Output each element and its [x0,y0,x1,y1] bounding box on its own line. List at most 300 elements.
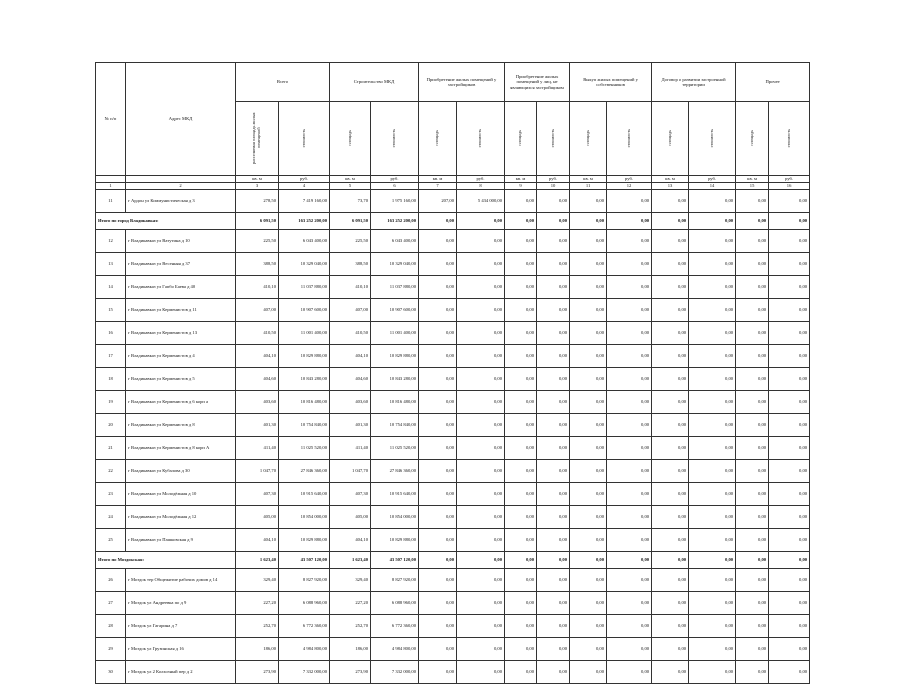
value-cell: 0,00 [689,414,736,437]
table-row [96,414,810,437]
value-cell: 388,50 [236,253,279,276]
unit-cost: руб. [371,176,419,183]
table-row [96,460,810,483]
value-cell: 0,00 [570,615,607,638]
value-cell: 0,00 [570,190,607,213]
value-cell: 0,00 [736,391,769,414]
address-cell: г Владикавказ ул Молодёжная д 10 [126,483,236,506]
value-cell: 0,00 [537,638,570,661]
value-cell: 0,00 [607,391,652,414]
value-cell: 0,00 [769,615,810,638]
value-cell: 0,00 [736,552,769,569]
table-row [96,592,810,615]
row-number: 27 [96,592,126,615]
value-cell: 0,00 [537,460,570,483]
value-cell: 0,00 [419,552,457,569]
table-row [96,253,810,276]
value-cell: 0,00 [689,253,736,276]
value-cell: 43 507 120,00 [279,552,330,569]
value-cell: 0,00 [419,414,457,437]
value-cell: 0,00 [769,253,810,276]
value-cell: 1 623,40 [330,552,371,569]
value-cell: 0,00 [570,506,607,529]
value-cell: 10 816 480,00 [371,391,419,414]
value-cell: 0,00 [689,322,736,345]
value-cell: 0,00 [457,322,505,345]
value-cell: 0,00 [652,230,689,253]
value-cell: 11 025 520,00 [371,437,419,460]
document-sheet [95,62,809,684]
header-address: Адрес МКД [126,63,236,176]
header-area: площадь [570,102,607,176]
value-cell: 273,90 [330,661,371,684]
value-cell: 0,00 [652,213,689,230]
value-cell: 404,10 [330,345,371,368]
unit-area: кв. м [505,176,537,183]
value-cell: 1 047,70 [330,460,371,483]
value-cell: 0,00 [537,569,570,592]
value-cell: 0,00 [652,661,689,684]
value-cell: 0,00 [607,638,652,661]
value-cell: 0,00 [607,414,652,437]
value-cell: 10 329 040,00 [371,253,419,276]
value-cell: 0,00 [419,299,457,322]
address-cell: г Владикавказ ул Керменистов д 4 [126,345,236,368]
unit-area: кв. м [652,176,689,183]
value-cell: 0,00 [419,368,457,391]
table-row [96,615,810,638]
value-cell: 401,30 [330,414,371,437]
value-cell: 0,00 [769,391,810,414]
value-cell: 0,00 [736,638,769,661]
row-number: 28 [96,615,126,638]
value-cell: 0,00 [689,460,736,483]
table-row [96,299,810,322]
header-cost: стоимость [537,102,570,176]
value-cell: 0,00 [652,615,689,638]
value-cell: 0,00 [537,483,570,506]
value-cell: 27 846 360,00 [279,460,330,483]
value-cell: 0,00 [769,506,810,529]
value-cell: 405,00 [236,506,279,529]
value-cell: 329,40 [330,569,371,592]
value-cell: 0,00 [689,299,736,322]
resettlement-table [95,62,810,684]
value-cell: 410,10 [236,276,279,299]
value-cell: 404,60 [330,368,371,391]
value-cell: 0,00 [570,322,607,345]
column-number: 5 [330,183,371,190]
value-cell: 0,00 [419,322,457,345]
value-cell: 0,00 [505,414,537,437]
value-cell: 0,00 [689,615,736,638]
value-cell: 0,00 [607,529,652,552]
value-cell: 0,00 [689,230,736,253]
value-cell: 0,00 [689,391,736,414]
table-row [96,437,810,460]
value-cell: 0,00 [652,253,689,276]
value-cell: 6 091,50 [236,213,279,230]
column-number: 11 [570,183,607,190]
value-cell: 0,00 [652,368,689,391]
header-purchase-developers: Приобретение жилых помещений у застройщиков [419,63,505,102]
value-cell: 0,00 [457,368,505,391]
value-cell: 73,70 [330,190,371,213]
value-cell: 0,00 [457,552,505,569]
row-number: 16 [96,322,126,345]
value-cell: 0,00 [505,368,537,391]
value-cell: 0,00 [689,437,736,460]
value-cell: 1 047,70 [236,460,279,483]
address-cell: г Владикавказ ул Ватутина д 10 [126,230,236,253]
value-cell: 0,00 [419,437,457,460]
value-cell: 0,00 [570,569,607,592]
value-cell: 0,00 [607,322,652,345]
value-cell: 0,00 [769,368,810,391]
header-cost: стоимость [689,102,736,176]
value-cell: 0,00 [537,322,570,345]
value-cell: 0,00 [689,345,736,368]
value-cell: 0,00 [570,391,607,414]
value-cell: 0,00 [769,414,810,437]
value-cell: 1 623,40 [236,552,279,569]
unit-cost: руб. [537,176,570,183]
value-cell: 404,10 [330,529,371,552]
value-cell: 0,00 [457,213,505,230]
value-cell: 10 915 640,00 [371,483,419,506]
row-number: 25 [96,529,126,552]
value-cell: 0,00 [537,345,570,368]
header-area: площадь [330,102,371,176]
value-cell: 4 984 800,00 [371,638,419,661]
value-cell: 11 025 520,00 [279,437,330,460]
value-cell: 0,00 [505,552,537,569]
unit-cost: руб. [689,176,736,183]
value-cell: 403,60 [330,391,371,414]
value-cell: 0,00 [652,190,689,213]
table-row [96,661,810,684]
table-row [96,230,810,253]
value-cell: 6 091,50 [330,213,371,230]
table-row [96,345,810,368]
value-cell: 7 332 000,00 [279,661,330,684]
value-cell: 0,00 [537,437,570,460]
value-cell: 0,00 [457,569,505,592]
value-cell: 0,00 [505,483,537,506]
value-cell: 0,00 [769,276,810,299]
value-cell: 0,00 [457,661,505,684]
value-cell: 0,00 [570,437,607,460]
value-cell: 0,00 [457,615,505,638]
value-cell: 0,00 [736,506,769,529]
unit-area: кв. м [419,176,457,183]
row-number: 15 [96,299,126,322]
value-cell: 1 975 160,00 [371,190,419,213]
table-row [96,483,810,506]
value-cell: 0,00 [607,190,652,213]
value-cell: 0,00 [652,345,689,368]
value-cell: 0,00 [769,529,810,552]
value-cell: 0,00 [457,345,505,368]
value-cell: 0,00 [457,460,505,483]
table-row [96,529,810,552]
value-cell: 0,00 [537,253,570,276]
column-number: 2 [126,183,236,190]
header-buyout-owners: Выкуп жилых помещений у собственников [570,63,652,102]
value-cell: 0,00 [689,368,736,391]
value-cell: 0,00 [537,276,570,299]
row-number: 29 [96,638,126,661]
value-cell: 0,00 [689,213,736,230]
value-cell: 0,00 [570,253,607,276]
table-row [96,638,810,661]
value-cell: 0,00 [769,345,810,368]
value-cell: 404,10 [236,529,279,552]
value-cell: 8 827 920,00 [371,569,419,592]
table-row [96,506,810,529]
value-cell: 0,00 [769,483,810,506]
value-cell: 0,00 [505,506,537,529]
value-cell: 0,00 [607,552,652,569]
value-cell: 0,00 [607,437,652,460]
value-cell: 0,00 [419,345,457,368]
value-cell: 0,00 [607,506,652,529]
value-cell: 0,00 [607,253,652,276]
row-number: 21 [96,437,126,460]
value-cell: 225,50 [236,230,279,253]
value-cell: 0,00 [570,661,607,684]
value-cell: 404,10 [236,345,279,368]
row-number: 13 [96,253,126,276]
value-cell: 11 037 880,00 [279,276,330,299]
value-cell: 0,00 [736,322,769,345]
value-cell: 401,30 [236,414,279,437]
value-cell: 0,00 [736,213,769,230]
value-cell: 0,00 [419,230,457,253]
value-cell: 0,00 [607,368,652,391]
value-cell: 0,00 [537,391,570,414]
value-cell: 0,00 [607,592,652,615]
value-cell: 10 754 840,00 [279,414,330,437]
value-cell: 0,00 [537,368,570,391]
value-cell: 0,00 [736,460,769,483]
address-cell: г Владикавказ ул Гапбо Баева д 40 [126,276,236,299]
value-cell: 0,00 [505,569,537,592]
value-cell: 43 507 120,00 [371,552,419,569]
subtotal-row [96,213,810,230]
table-row [96,368,810,391]
value-cell: 0,00 [505,253,537,276]
value-cell: 10 907 600,00 [279,299,330,322]
unit-area: кв. м [736,176,769,183]
value-cell: 0,00 [505,661,537,684]
value-cell: 0,00 [652,483,689,506]
value-cell: 0,00 [505,213,537,230]
value-cell: 6 772 360,00 [371,615,419,638]
value-cell: 0,00 [457,391,505,414]
value-cell: 252,70 [236,615,279,638]
value-cell: 0,00 [736,368,769,391]
value-cell: 0,00 [736,569,769,592]
value-cell: 0,00 [419,661,457,684]
value-cell: 0,00 [736,437,769,460]
value-cell: 0,00 [570,529,607,552]
value-cell: 0,00 [457,230,505,253]
value-cell: 0,00 [652,391,689,414]
value-cell: 0,00 [769,661,810,684]
value-cell: 407,00 [236,299,279,322]
header-cost: стоимость [457,102,505,176]
value-cell: 0,00 [607,483,652,506]
header-resettled-area: расселяемая площадь жилых помещений [236,102,279,176]
value-cell: 0,00 [419,276,457,299]
value-cell: 403,60 [236,391,279,414]
header-other: Прочее [736,63,810,102]
header-cost: стоимость [769,102,810,176]
value-cell: 0,00 [537,615,570,638]
value-cell: 0,00 [607,661,652,684]
value-cell: 0,00 [769,638,810,661]
value-cell: 0,00 [607,460,652,483]
value-cell: 0,00 [689,592,736,615]
column-number: 9 [505,183,537,190]
value-cell: 6 043 400,00 [371,230,419,253]
address-cell: г Владикавказ ул Кубалова д 30 [126,460,236,483]
unit-area: кв. м [236,176,279,183]
value-cell: 7 419 160,00 [279,190,330,213]
value-cell: 0,00 [457,299,505,322]
address-cell: г Владикавказ ул Керменистов д 13 [126,322,236,345]
unit-cost: руб. [457,176,505,183]
value-cell: 10 915 640,00 [279,483,330,506]
row-number: 22 [96,460,126,483]
value-cell: 11 037 880,00 [371,276,419,299]
value-cell: 0,00 [607,213,652,230]
value-cell: 0,00 [457,414,505,437]
value-cell: 0,00 [457,276,505,299]
value-cell: 0,00 [419,213,457,230]
value-cell: 0,00 [736,230,769,253]
value-cell: 0,00 [607,569,652,592]
value-cell: 10 854 000,00 [371,506,419,529]
address-cell: г Владикавказ ул Керменистов д 11 [126,299,236,322]
value-cell: 0,00 [505,460,537,483]
value-cell: 0,00 [570,592,607,615]
value-cell: 10 843 280,00 [371,368,419,391]
value-cell: 0,00 [607,230,652,253]
value-cell: 0,00 [537,592,570,615]
value-cell: 186,00 [236,638,279,661]
value-cell: 0,00 [652,414,689,437]
value-cell: 227,20 [236,592,279,615]
column-number: 8 [457,183,505,190]
value-cell: 410,50 [236,322,279,345]
value-cell: 0,00 [736,615,769,638]
address-cell: г Владикавказ ул Весенняя д 37 [126,253,236,276]
value-cell: 0,00 [736,483,769,506]
row-number: 12 [96,230,126,253]
column-number: 15 [736,183,769,190]
units-cell [96,176,126,183]
value-cell: 0,00 [419,529,457,552]
header-row-number: № п/п [96,63,126,176]
value-cell: 186,00 [330,638,371,661]
row-number: 14 [96,276,126,299]
address-cell: г Моздок ул Грузинская д 16 [126,638,236,661]
value-cell: 10 829 880,00 [279,345,330,368]
value-cell: 0,00 [570,552,607,569]
header-area: площадь [736,102,769,176]
value-cell: 163 252 200,00 [279,213,330,230]
value-cell: 0,00 [736,414,769,437]
value-cell: 0,00 [689,569,736,592]
value-cell: 252,70 [330,615,371,638]
column-number: 4 [279,183,330,190]
row-number: 30 [96,661,126,684]
row-number: 19 [96,391,126,414]
value-cell: 0,00 [652,638,689,661]
value-cell: 0,00 [505,391,537,414]
value-cell: 0,00 [537,299,570,322]
value-cell: 0,00 [419,638,457,661]
value-cell: 0,00 [736,529,769,552]
value-cell: 0,00 [652,506,689,529]
table-row [96,391,810,414]
row-number: 17 [96,345,126,368]
table-row [96,569,810,592]
column-number: 6 [371,183,419,190]
value-cell: 0,00 [419,460,457,483]
value-cell: 163 252 200,00 [371,213,419,230]
value-cell: 0,00 [652,437,689,460]
value-cell: 0,00 [419,615,457,638]
value-cell: 0,00 [457,483,505,506]
address-cell: г Владикавказ ул Пашковская д 9 [126,529,236,552]
value-cell: 10 829 880,00 [371,529,419,552]
value-cell: 273,90 [236,661,279,684]
value-cell: 0,00 [419,483,457,506]
value-cell: 0,00 [652,529,689,552]
value-cell: 0,00 [736,253,769,276]
column-number: 3 [236,183,279,190]
value-cell: 10 754 840,00 [371,414,419,437]
value-cell: 0,00 [570,276,607,299]
value-cell: 0,00 [769,460,810,483]
subtotal-label: Итого по город Владикавказ: [96,213,236,230]
value-cell: 0,00 [457,529,505,552]
value-cell: 5 434 000,00 [457,190,505,213]
value-cell: 0,00 [736,661,769,684]
header-area: площадь [505,102,537,176]
value-cell: 10 816 480,00 [279,391,330,414]
header-purchase-non-developers: Приобретение жилых помещений у лиц, не являющихся застройщиком [505,63,570,102]
value-cell: 0,00 [537,552,570,569]
value-cell: 0,00 [689,552,736,569]
value-cell: 0,00 [419,506,457,529]
value-cell: 0,00 [570,483,607,506]
column-number: 16 [769,183,810,190]
row-number: 26 [96,569,126,592]
value-cell: 0,00 [689,190,736,213]
value-cell: 0,00 [419,592,457,615]
value-cell: 0,00 [537,414,570,437]
value-cell: 0,00 [505,638,537,661]
unit-area: кв. м [330,176,371,183]
value-cell: 0,00 [570,299,607,322]
address-cell: г Моздок тер Общежитие рабочих домов д 14 [126,569,236,592]
value-cell: 0,00 [652,322,689,345]
unit-cost: руб. [607,176,652,183]
